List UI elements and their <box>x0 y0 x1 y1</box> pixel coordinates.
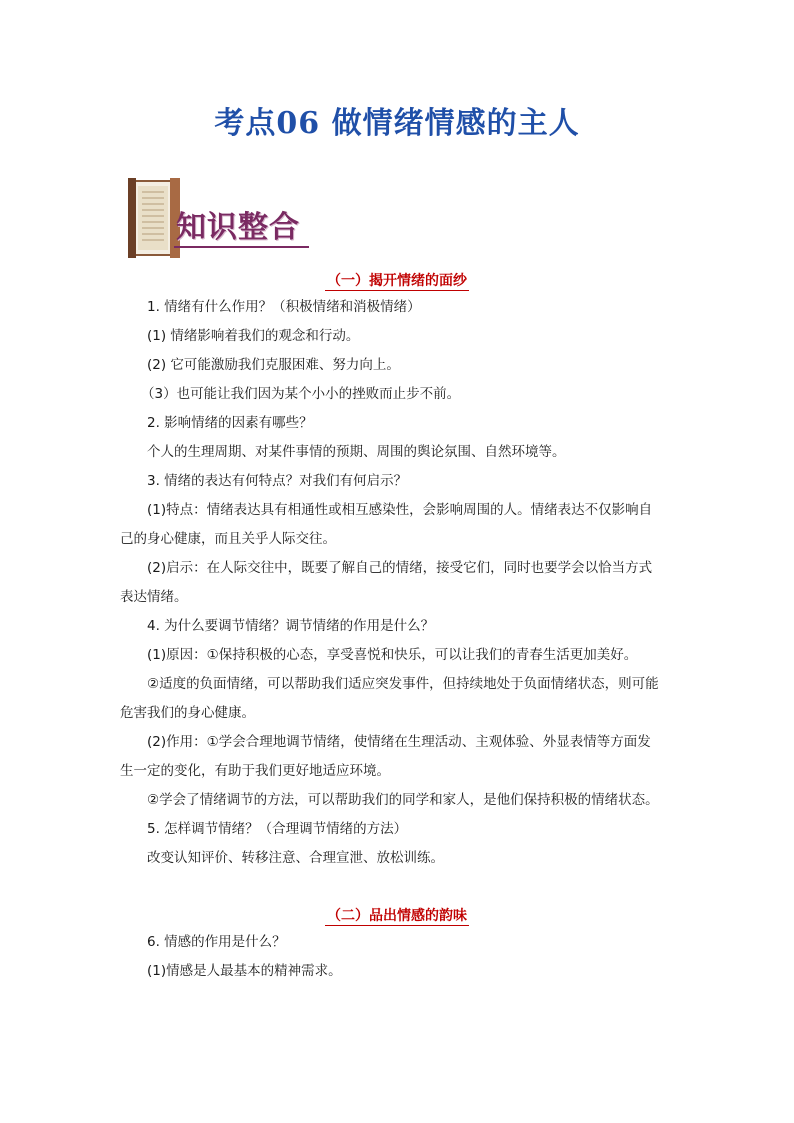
text-line: 3. 情绪的表达有何特点？对我们有何启示？ <box>147 473 408 489</box>
text-line: (2) 它可能激励我们克服困难、努力向上。 <box>147 357 400 373</box>
page-title: 考点06 做情绪情感的主人 <box>214 106 580 141</box>
text-line: 己的身心健康，而且关乎人际交往。 <box>120 531 336 547</box>
text-line: 2. 影响情绪的因素有哪些？ <box>147 415 313 431</box>
text-line: 4. 为什么要调节情绪？调节情绪的作用是什么？ <box>147 618 435 634</box>
text-line: 个人的生理周期、对某件事情的预期、周围的舆论氛围、自然环境等。 <box>147 444 566 460</box>
text-line: 1. 情绪有什么作用？（积极情绪和消极情绪） <box>147 299 421 315</box>
text-line: 改变认知评价、转移注意、合理宣泄、放松训练。 <box>147 850 444 866</box>
text-line: ②学会了情绪调节的方法，可以帮助我们的同学和家人，是他们保持积极的情绪状态。 <box>147 792 659 808</box>
text-line: 表达情绪。 <box>120 589 188 605</box>
section-heading-2: （二）品出情感的韵味 <box>327 908 467 924</box>
text-line: （3）也可能让我们因为某个小小的挫败而止步不前。 <box>141 386 461 402</box>
text-line: (1)特点：情绪表达具有相通性或相互感染性，会影响周围的人。情绪表达不仅影响自 <box>147 502 653 518</box>
section-heading-1: （一）揭开情绪的面纱 <box>327 273 467 289</box>
text-line: (1)情感是人最基本的精神需求。 <box>147 963 342 979</box>
text-line: 6. 情感的作用是什么？ <box>147 934 286 950</box>
text-line: ②适度的负面情绪，可以帮助我们适应突发事件，但持续地处于负面情绪状态，则可能 <box>147 676 659 692</box>
banner-title: 知识整合 <box>176 210 300 245</box>
text-line: 5. 怎样调节情绪？（合理调节情绪的方法） <box>147 821 408 837</box>
banner-underline <box>174 246 309 248</box>
text-line: 生一定的变化，有助于我们更好地适应环境。 <box>120 763 390 779</box>
text-line: (1)原因：①保持积极的心态，享受喜悦和快乐，可以让我们的青春生活更加美好。 <box>147 647 638 663</box>
text-line: (2)启示：在人际交往中，既要了解自己的情绪，接受它们，同时也要学会以恰当方式 <box>147 560 653 576</box>
text-line: (2)作用：①学会合理地调节情绪，使情绪在生理活动、主观体验、外显表情等方面发 <box>147 734 651 750</box>
text-line: 危害我们的身心健康。 <box>120 705 255 721</box>
text-line: (1) 情绪影响着我们的观念和行动。 <box>147 328 360 344</box>
knowledge-banner <box>126 176 346 258</box>
